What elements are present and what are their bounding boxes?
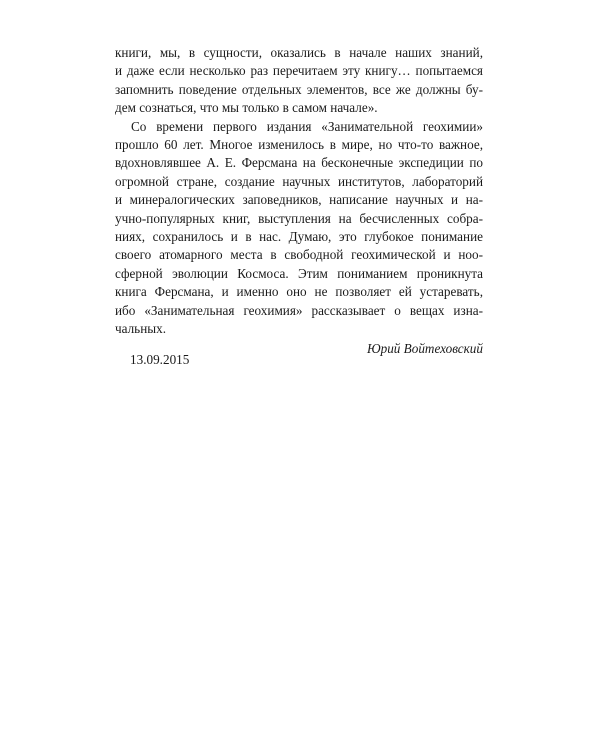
text-line: книги, мы, в сущности, оказались в начале наших знаний, xyxy=(115,45,483,60)
text-line: и даже если несколько раз перечитаем эту книгу… попытаемся xyxy=(115,63,483,79)
text-line: огромной стране, создание научных институтов, лабораторий xyxy=(115,173,483,189)
text-line: книга Ферсмана, и именно оно не позволяет ей устаревать, xyxy=(115,284,483,300)
text-line: запомнить поведение отдельных элементов, все же должны бу- xyxy=(115,81,483,97)
text-line: прошло 60 лет. Многое изменилось в мире, но что-то важное, xyxy=(115,137,483,153)
text-line: своего атомарного места в свободной геохимической и ноо- xyxy=(115,247,483,263)
text-line: чальных. xyxy=(115,321,167,337)
text-line: ниях, сохранилось и в нас. Думаю, это глубокое понимание xyxy=(115,229,483,245)
text-line: учно-популярных книг, выступления на бесчисленных собра- xyxy=(115,210,483,226)
text-line: дем сознаться, что мы только в самом начале». xyxy=(115,100,378,116)
paragraph-1 xyxy=(115,44,483,118)
text-line: сферной эволюции Космоса. Этим пониманием проникнута xyxy=(115,265,483,281)
body-text xyxy=(115,44,483,358)
paragraph-2 xyxy=(115,118,483,339)
text-line: и минералогических заповедников, написание научных и на- xyxy=(115,192,483,208)
author-signature: Юрий Войтеховский xyxy=(366,340,483,356)
date: 13.09.2015 xyxy=(130,352,190,367)
text-line: Со времени первого издания «Занимательной геохимии» xyxy=(131,118,483,134)
text-line: вдохновлявшее А. Е. Ферсмана на бесконечные экспедиции по xyxy=(115,155,483,171)
text-line: ибо «Занимательная геохимия» рассказывает о вещах изна- xyxy=(115,302,483,318)
